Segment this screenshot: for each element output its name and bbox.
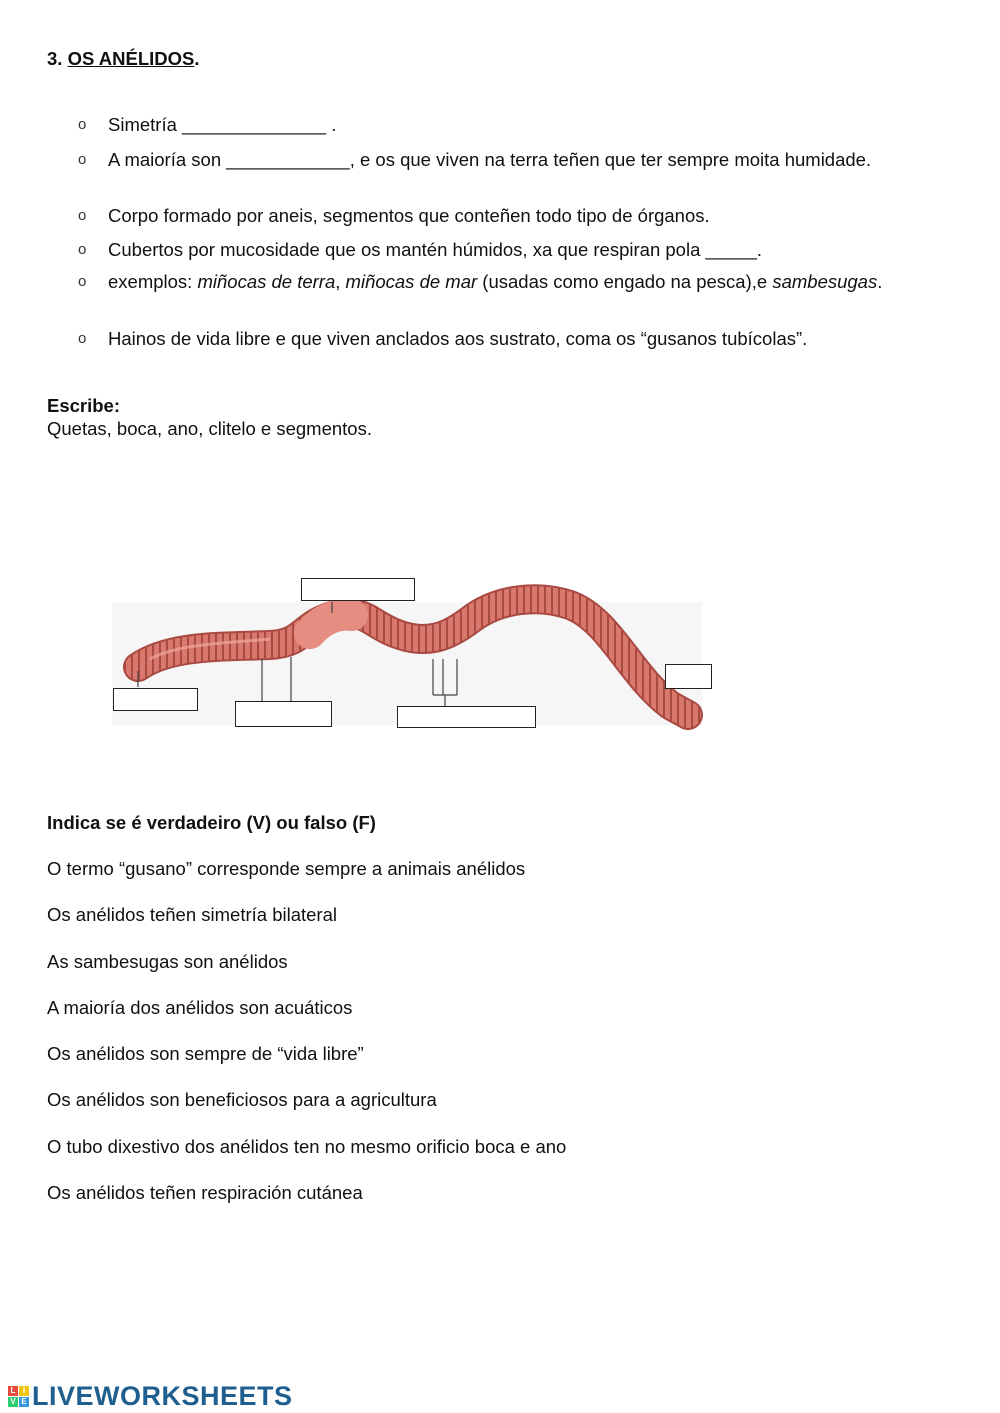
bullet-marker-icon: o	[78, 207, 87, 224]
bullet-text: A maioría son ____________, e os que viven na terra teñen que ter sempre moita humidade.	[108, 149, 872, 170]
bullet-marker-icon: o	[78, 273, 87, 290]
bullet-text: Simetría ______________ .	[108, 114, 337, 135]
bullet-text-part: exemplos:	[108, 271, 198, 292]
answer-box-clitellum[interactable]	[301, 578, 415, 601]
bullet-text-part: .	[877, 271, 883, 292]
true-false-statement: Os anélidos son sempre de “vida libre”	[47, 1043, 364, 1064]
escribe-heading: Escribe:	[47, 395, 121, 416]
bullet-text-part: (usadas como engado na pesca),e	[477, 271, 773, 292]
example-ragworm: miñocas de mar	[345, 271, 478, 292]
example-earthworm: miñocas de terra	[197, 271, 336, 292]
logo-block: L	[8, 1386, 18, 1396]
logo-block: E	[19, 1397, 29, 1407]
bullet-item	[78, 113, 958, 136]
bullet-text: Hainos de vida libre e que viven anclados aos sustrato, coma os “gusanos tubícolas”.	[108, 328, 808, 349]
true-false-statement: A maioría dos anélidos son acuáticos	[47, 997, 353, 1018]
example-leech: sambesugas	[772, 271, 878, 292]
true-false-statement: As sambesugas son anélidos	[47, 951, 288, 972]
bullet-item	[78, 204, 958, 227]
answer-box-setae[interactable]	[397, 706, 536, 728]
section-number: 3.	[47, 48, 63, 69]
bullet-item	[78, 270, 958, 293]
answer-box-segments[interactable]	[235, 701, 332, 727]
logo-text: LIVEWORKSHEETS	[32, 1380, 293, 1411]
true-false-statement: O termo “gusano” corresponde sempre a animais anélidos	[47, 858, 526, 879]
worm-clitellum	[310, 615, 352, 633]
answer-box-mouth[interactable]	[113, 688, 198, 711]
true-false-statement: Os anélidos teñen respiración cutánea	[47, 1182, 363, 1203]
bullet-marker-icon: o	[78, 116, 87, 133]
bullet-item	[78, 238, 958, 261]
bullet-text: Cubertos por mucosidade que os mantén húmidos, xa que respiran pola _____.	[108, 239, 763, 260]
escribe-instructions: Quetas, boca, ano, clitelo e segmentos.	[47, 418, 372, 439]
section-title	[47, 48, 200, 70]
liveworksheets-logo	[8, 1380, 293, 1412]
logo-block: V	[8, 1397, 18, 1407]
bullet-text: Corpo formado por aneis, segmentos que conteñen todo tipo de órganos.	[108, 205, 710, 226]
bullet-text-part: ,	[335, 271, 346, 292]
logo-blocks-icon	[8, 1386, 29, 1407]
true-false-statement: O tubo dixestivo dos anélidos ten no mesmo orificio boca e ano	[47, 1136, 567, 1157]
true-false-statement: Os anélidos teñen simetría bilateral	[47, 904, 337, 925]
bullet-marker-icon: o	[78, 330, 87, 347]
bullet-marker-icon: o	[78, 151, 87, 168]
logo-block: I	[19, 1386, 29, 1396]
section-title-text: OS ANÉLIDOS	[67, 48, 195, 69]
section-title-period: .	[194, 48, 200, 69]
answer-box-anus[interactable]	[665, 664, 712, 689]
bullet-item	[78, 148, 958, 171]
true-false-statement: Os anélidos son beneficiosos para a agricultura	[47, 1089, 437, 1110]
bullet-text	[108, 271, 882, 292]
bullet-item	[78, 327, 958, 350]
true-false-heading: Indica se é verdadeiro (V) ou falso (F)	[47, 812, 376, 833]
bullet-marker-icon: o	[78, 241, 87, 258]
worm-diagram	[110, 575, 720, 735]
